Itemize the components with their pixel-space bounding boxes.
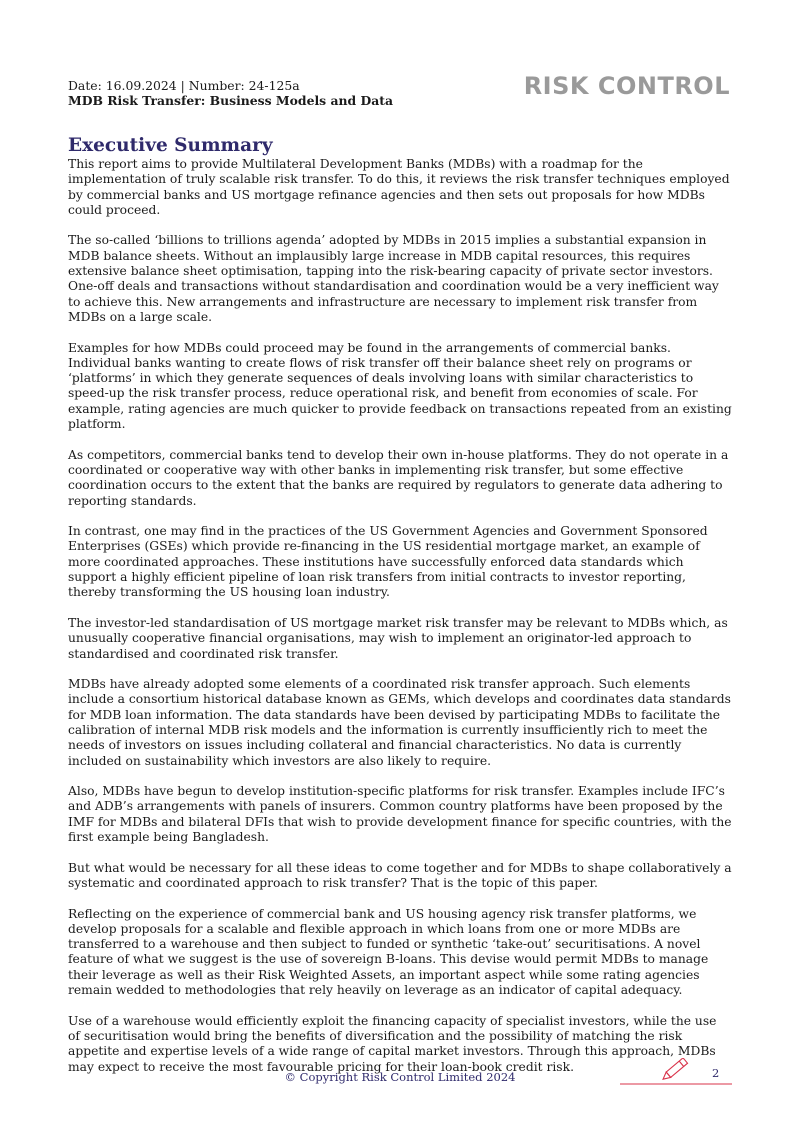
paragraph: In contrast, one may find in the practices of the US Government Agencies and Government Sponsored Enterprises (GSEs) which provide re-financing in the US residential mortgage market, an example of more coordinated approaches. These institutions have successfully enforced data standards which support a highly efficient pipeline of loan risk transfers from initial contracts to investor reporting, thereby transforming the US housing loan industry. <box>68 524 708 600</box>
paragraph: But what would be necessary for all these ideas to come together and for MDBs to shape collaboratively a systematic and coordinated approach to risk transfer? That is the topic of this paper. <box>68 860 732 890</box>
risk-control-logo: RISK CONTROL <box>523 72 730 100</box>
document-meta: Date: 16.09.2024 | Number: 24-125a <box>68 78 300 93</box>
paragraph: This report aims to provide Multilateral Development Banks (MDBs) with a roadmap for the implementation of truly scalable risk transfer. To do this, it reviews the risk transfer techniques employed by commercial banks and US mortgage refinance agencies and then sets out proposals for how MDBs could proceed. <box>68 157 730 217</box>
paragraph: The investor-led standardisation of US mortgage market risk transfer may be relevant to MDBs which, as unusually cooperative financial organisations, may wish to implement an originator-led approach to standardised and coordinated risk transfer. <box>68 615 728 661</box>
page-number: 2 <box>712 1066 720 1080</box>
footer-copyright: © Copyright Risk Control Limited 2024 <box>284 1070 516 1084</box>
paragraph: MDBs have already adopted some elements of a coordinated risk transfer approach. Such elements include a consortium historical database known as GEMs, which develops and coordinates data standards for MDB loan information. The data standards have been devised by participating MDBs to facilitate the calibration of internal MDB risk models and the information is currently insufficiently rich to meet the needs of investors on issues including collateral and financial characteristics. No data is currently included on sustainability which investors are also likely to require. <box>68 677 731 768</box>
paragraph: Examples for how MDBs could proceed may be found in the arrangements of commercial banks. Individual banks wanting to create flows of risk transfer off their balance sheet rely on programs or ‘platforms’ in which they generate sequences of deals involving loans with similar characteristics to speed-up the risk transfer process, reduce operational risk, and benefit from economies of scale. For example, rating agencies are much quicker to provide feedback on transactions repeated from an existing platform. <box>68 340 732 432</box>
section-title: Executive Summary <box>68 135 273 156</box>
report-title: MDB Risk Transfer: Business Models and Data <box>68 93 393 108</box>
paragraph: Reflecting on the experience of commercial bank and US housing agency risk transfer platforms, we develop proposals for a scalable and flexible approach in which loans from one or more MDBs are transferred to a warehouse and then subject to funded or synthetic ‘take-out’ securitisations. A novel feature of what we suggest is the use of sovereign B-loans. This devise would permit MDBs to manage their leverage as well as their Risk Weighted Assets, an important aspect while some rating agencies remain wedded to methodologies that rely heavily on leverage as an indicator of capital adequacy. <box>68 906 709 998</box>
paragraph: Use of a warehouse would efficiently exploit the financing capacity of specialist investors, while the use of securitisation would bring the benefits of diversification and the possibility of matching the risk appetite and expertise levels of a wide range of capital market investors. Through this approach, MDBs may expect to receive the most favourable pricing for their loan-book credit risk. <box>68 1013 717 1074</box>
document-header <box>68 78 393 108</box>
paragraph: Also, MDBs have begun to develop institution-specific platforms for risk transfer. Examples include IFC’s and ADB’s arrangements with panels of insurers. Common country platforms have been proposed by the IMF for MDBs and bilateral DFIs that wish to provide development finance for specific countries, with the first example being Bangladesh. <box>68 784 732 845</box>
paragraph: The so-called ‘billions to trillions agenda’ adopted by MDBs in 2015 implies a substantial expansion in MDB balance sheets. Without an implausibly large increase in MDB capital resources, this requires extensive balance sheet optimisation, tapping into the risk-bearing capacity of private sector investors. One-off deals and transactions without standardisation and coordination would be a very inefficient way to achieve this. New arrangements and infrastructure are necessary to implement risk transfer from MDBs on a large scale. <box>68 233 719 324</box>
executive-summary-body <box>68 157 732 1090</box>
paragraph: As competitors, commercial banks tend to develop their own in-house platforms. They do not operate in a coordinated or cooperative way with other banks in implementing risk transfer, but some effective coordination occurs to the extent that the banks are required by regulators to generate data adhering to reporting standards. <box>68 447 729 508</box>
